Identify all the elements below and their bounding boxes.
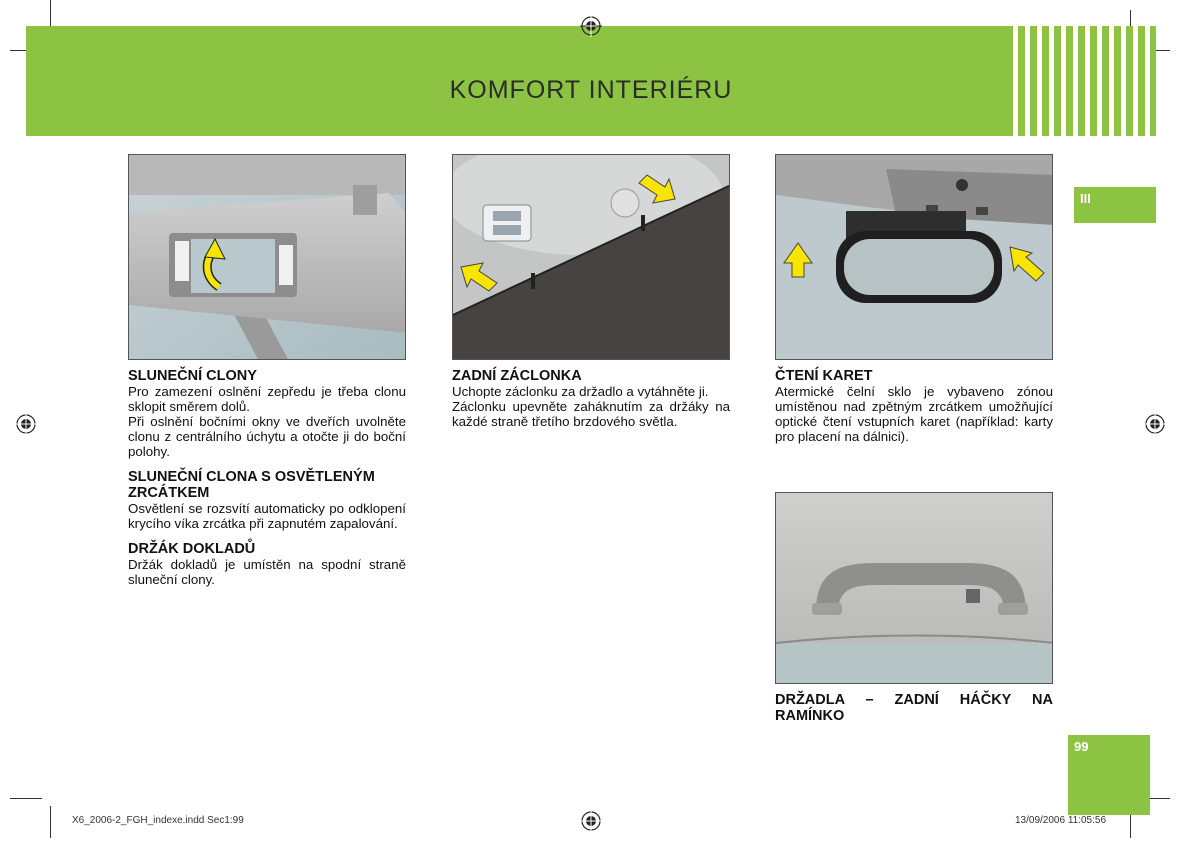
heading-document-holder: DRŽÁK DOKLADŮ — [128, 541, 256, 557]
page-title: KOMFORT INTERIÉRU — [449, 76, 733, 104]
photo-card-reading — [775, 154, 1053, 360]
registration-mark-icon — [15, 413, 37, 435]
paragraph: Záclonku upevněte zaháknutím za držáky na každé straně třetího brzdového světla. — [452, 399, 730, 429]
heading-sun-visors: SLUNEČNÍ CLONY — [128, 368, 257, 384]
column-rear-blind — [452, 368, 730, 429]
paragraph: Pro zamezení oslnění zepředu je třeba clonu sklopit směrem dolů. — [128, 384, 406, 414]
paragraph: Držák dokladů je umístěn na spodní straně sluneční clony. — [128, 557, 406, 587]
registration-mark-icon — [580, 15, 602, 37]
paragraph: Osvětlení se rozsvítí automaticky po odklopení krycího víka zrcátka při zapnutém zapalování. — [128, 501, 406, 531]
crop-mark — [50, 806, 51, 838]
paragraph: Atermické čelní sklo je vybaveno zónou umístěnou nad zpětným zrcátkem umožňující optické čtení vstupních karet (například: karty pro placení na dálnici). — [775, 384, 1053, 444]
photo-grab-handle — [775, 492, 1053, 684]
footer-timestamp: 13/09/2006 11:05:56 — [1015, 815, 1107, 826]
photo-sun-visor — [128, 154, 406, 360]
heading-card-reading: ČTENÍ KARET — [775, 368, 873, 384]
paragraph: Uchopte záclonku za držadlo a vytáhněte ji. — [452, 384, 709, 399]
column-card-reading — [775, 368, 1053, 444]
column-grab-handles — [775, 692, 1053, 724]
footer-file-info: X6_2006-2_FGH_indexe.indd Sec1:99 — [72, 815, 244, 826]
heading-rear-blind: ZADNÍ ZÁCLONKA — [452, 368, 582, 384]
registration-mark-icon — [580, 810, 602, 832]
crop-mark — [10, 798, 42, 799]
section-tab: III — [1074, 187, 1156, 223]
heading-grab-handles: DRŽADLA – ZADNÍ HÁČKY NA RAMÍNKO — [775, 692, 1053, 724]
photo-rear-blind — [452, 154, 730, 360]
heading-lighted-mirror: SLUNEČNÍ CLONA S OSVĚTLENÝM ZRCÁTKEM — [128, 469, 375, 501]
paragraph: Při oslnění bočními okny ve dveřích uvolněte clonu z centrálního úchytu a otočte ji do boční polohy. — [128, 414, 406, 459]
page-number: 99 — [1068, 735, 1150, 815]
column-sun-visors — [128, 368, 406, 587]
registration-mark-icon — [1144, 413, 1166, 435]
